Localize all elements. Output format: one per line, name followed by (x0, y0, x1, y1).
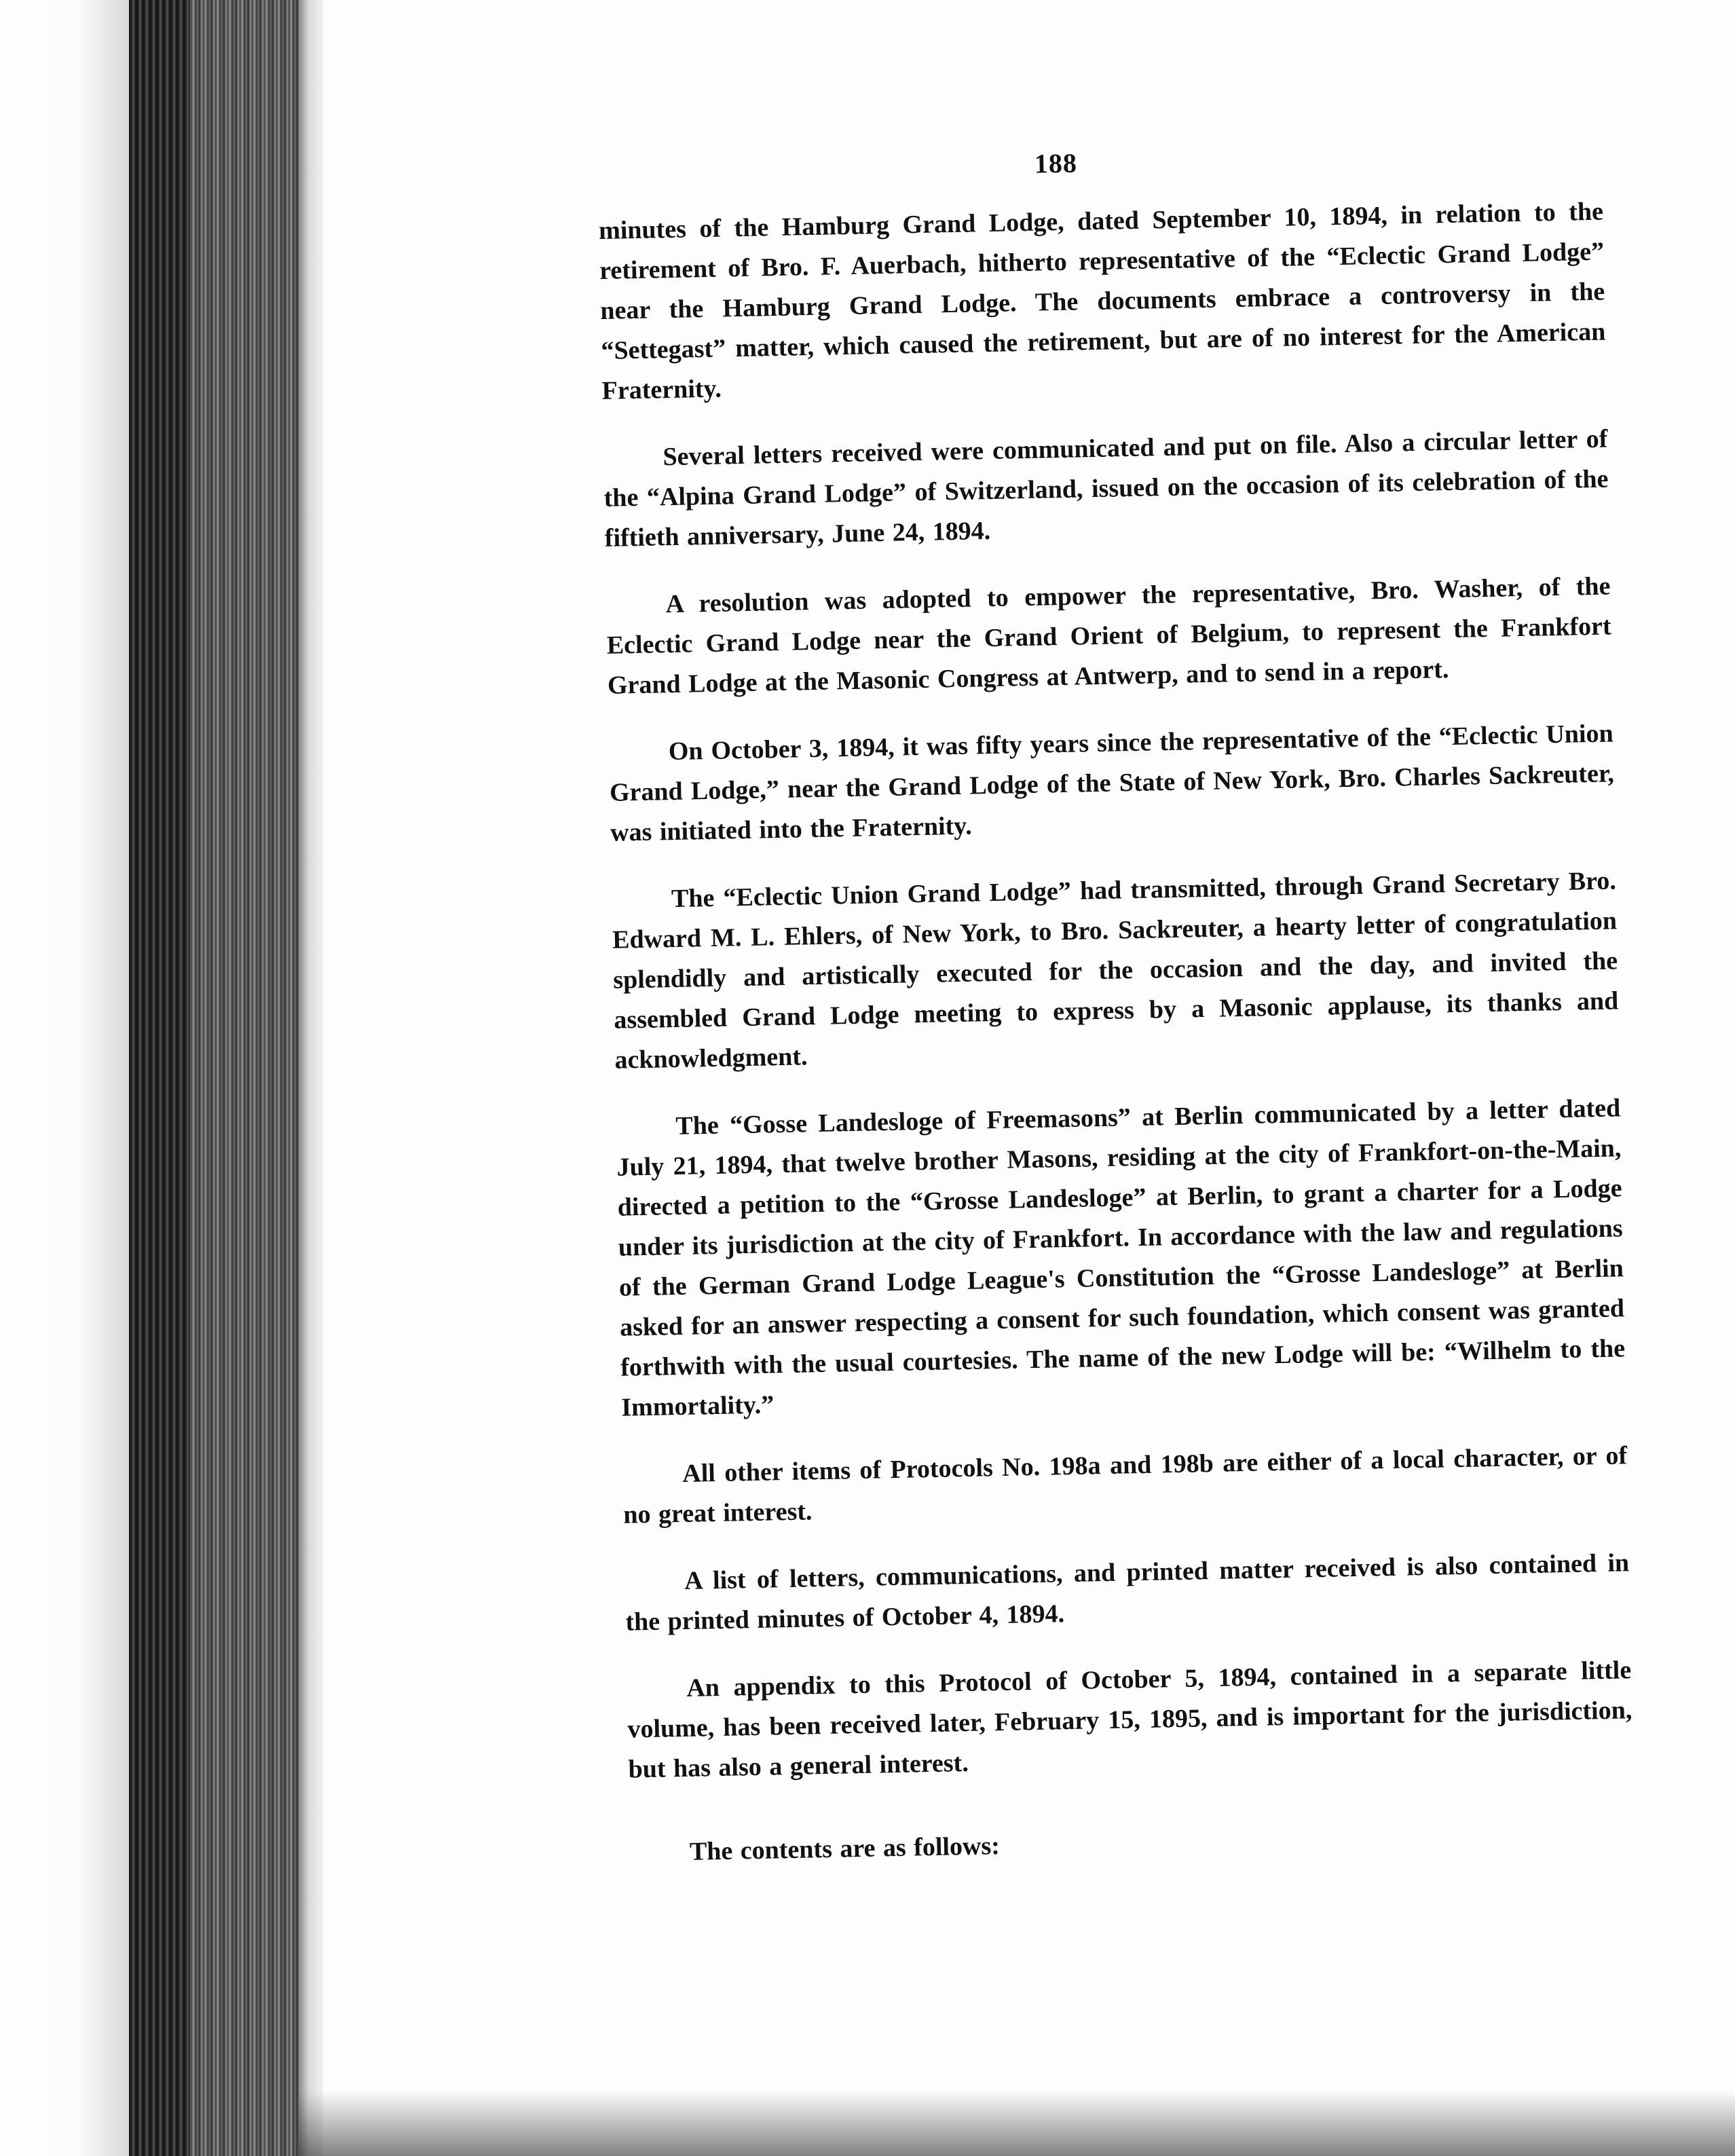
page-edge (299, 0, 323, 2156)
paragraph: A list of letters, communications, and printed matter received is also contained in the printed minutes of October 4, 1894. (625, 1548, 1630, 1637)
contents-intro: The contents are as follows: (689, 1832, 1001, 1866)
paragraph: Several letters received were communicated and put on file. Also a circular letter of the “Alpina Grand Lodge” of Switzerland, issued on the occasion of its celebration of the fiftieth anniversary, June 24, 1894. (603, 424, 1609, 553)
paragraph: The “Eclectic Union Grand Lodge” had transmitted, through Grand Secretary Bro. Edward M. L. Ehlers, of New York, to Bro. Sackreuter, a hearty letter of congratulation splendidly and artistically executed for the occasion and the day, and invited the assembled Grand Lodge meeting to express by a Masonic applause, its thanks and acknowledgment. (612, 866, 1619, 1075)
paragraph: On October 3, 1894, it was fifty years since the representative of the “Eclectic Union Grand Lodge,” near the Grand Lodge of the State of New York, Bro. Charles Sackreuter, was initiated into the Fraternity. (609, 719, 1615, 847)
paragraph: All other items of Protocols No. 198a and 198b are either of a local character, or of no great interest. (623, 1441, 1628, 1529)
spine-shadow (129, 0, 190, 2156)
paragraph: An appendix to this Protocol of October 5, 1894, contained in a separate little volume, has been received later, February 15, 1895, and is important for the jurisdiction, but has also a general interest. (627, 1656, 1633, 1784)
text-block (597, 137, 1635, 1901)
page-number: 188 (1034, 147, 1078, 179)
page-bottom-shadow (299, 2091, 1735, 2156)
spine-highlight (0, 0, 129, 2156)
paragraph: The “Gosse Landesloge of Freemasons” at Berlin communicated by a letter dated July 21, 1894, that twelve brother Masons, residing at the city of Frankfort-on-the-Main, directed a petition to the “Grosse Landesloge” at Berlin, to grant a charter for a Lodge under its jurisdiction at the city of Frankfort. In accordance with the law and regulations of the German Grand Lodge League's Constitution the “Grosse Landesloge” at Berlin asked for an answer respecting a consent for such foundation, which consent was granted forthwith with the usual courtesies. The name of the new Lodge will be: “Wilhelm to the Immortality.” (616, 1094, 1626, 1422)
paragraph-continued: minutes of the Hamburg Grand Lodge, dated September 10, 1894, in relation to the retirement of Bro. F. Auerbach, hitherto representative of the “Eclectic Grand Lodge” near the Hamburg Grand Lodge. The documents embrace a controversy in the “Settegast” matter, which caused the retirement, but are of no interest for the American Fraternity. (598, 197, 1606, 405)
paragraph: A resolution was adopted to empower the representative, Bro. Washer, of the Eclectic Grand Lodge near the Grand Orient of Belgium, to represent the Frankfort Grand Lodge at the Masonic Congress at Antwerp, and to send in a report. (606, 572, 1611, 700)
